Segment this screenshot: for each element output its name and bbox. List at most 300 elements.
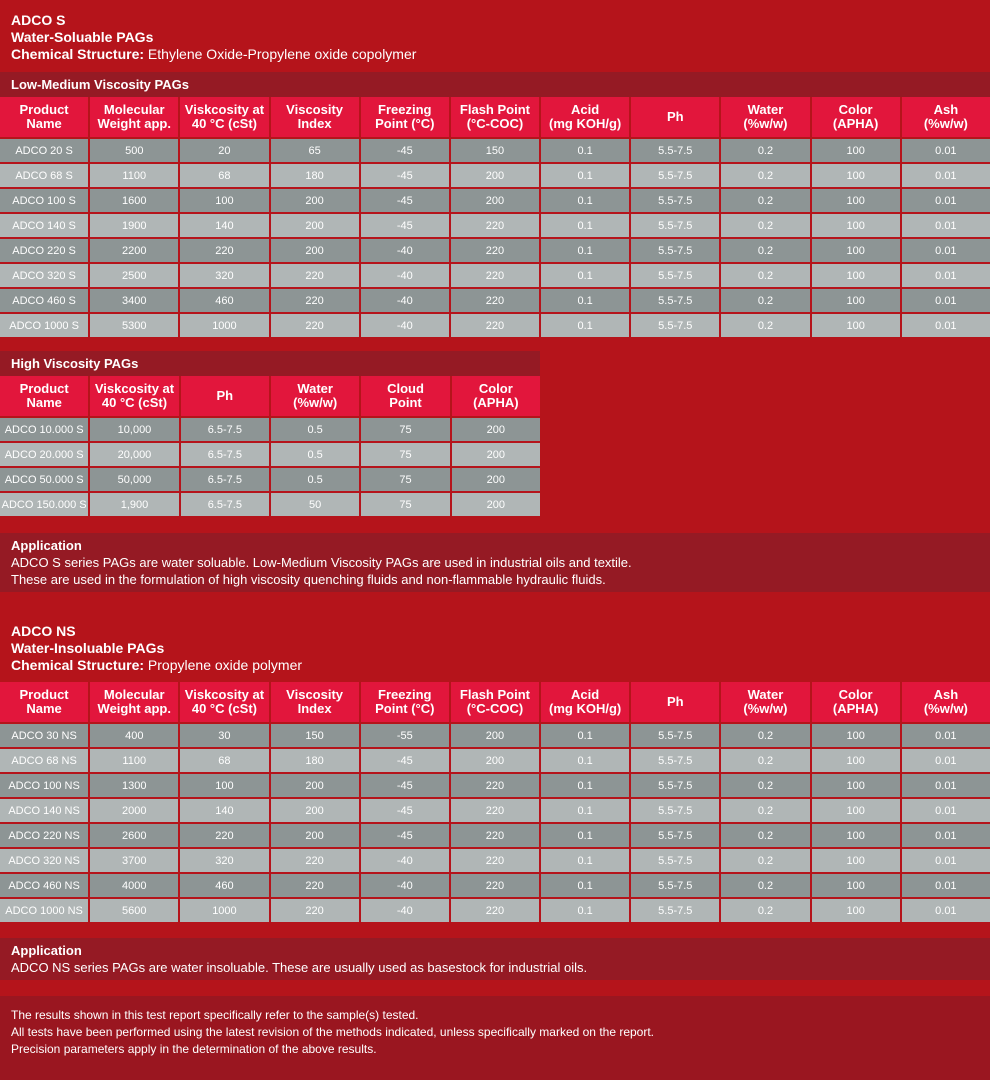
column-header-line: Water [747,102,784,117]
table-cell: 0.1 [541,289,629,312]
table-cell: 220 [451,214,539,237]
table-cell: 0.2 [721,289,809,312]
table-cell: ADCO 68 S [0,164,88,187]
table-cell: 5.5-7.5 [631,289,719,312]
column-header-line: Molecular [103,102,165,117]
table-cell: 0.1 [541,214,629,237]
table-row [0,899,990,922]
column-header-line: (mg KOH/g) [549,701,622,716]
column-header [180,682,268,722]
column-header-line: Viscosity [286,102,344,117]
table-cell: 140 [180,214,268,237]
table-cell: 0.2 [721,849,809,872]
chem-value: Ethylene Oxide-Propylene oxide copolymer [144,46,417,62]
column-header [812,97,900,137]
column-header [451,682,539,722]
table-cell: 0.01 [902,874,990,897]
high-section-title: High Viscosity PAGs [0,351,540,376]
table-cell: ADCO 50.000 S [0,468,88,491]
column-header-line: Ash [933,102,959,117]
column-header-line: Water [747,687,784,702]
table-cell: ADCO 30 NS [0,724,88,747]
footer-notes [0,996,990,1080]
table-row [0,314,990,337]
column-header-line: Acid [571,687,600,702]
column-header [451,97,539,137]
table-cell: 0.2 [721,314,809,337]
table-cell: 1100 [90,164,178,187]
table-cell: ADCO 320 S [0,264,88,287]
column-header [452,376,540,416]
column-header-line: Product [19,102,69,117]
footer-line-3: Precision parameters apply in the determination of the above results. [11,1042,377,1056]
high-viscosity-table [0,374,542,518]
table-cell: 220 [451,824,539,847]
table-cell: 5.5-7.5 [631,899,719,922]
table-cell: 20 [180,139,268,162]
adco-s-chem-structure [11,46,416,63]
table-cell: 2200 [90,239,178,262]
table-cell: 100 [812,239,900,262]
table-cell: 100 [812,164,900,187]
column-header-line: Color [838,102,873,117]
table-cell: 0.1 [541,164,629,187]
table-cell: 0.01 [902,139,990,162]
table-cell: ADCO 10.000 S [0,418,88,441]
table-row [0,849,990,872]
table-cell: 0.2 [721,239,809,262]
column-header [0,97,88,137]
table-cell: 460 [180,289,268,312]
table-cell: 5.5-7.5 [631,774,719,797]
table-row [0,164,990,187]
column-header-line: Viskcosity at [184,102,265,117]
table-cell: 100 [812,724,900,747]
table-row [0,289,990,312]
column-header-line: 40 °C (cSt) [101,395,168,410]
table-cell: 320 [180,264,268,287]
table-cell: 200 [271,239,359,262]
table-cell: 1300 [90,774,178,797]
adco-s-subtitle: Water-Soluable PAGs [11,29,154,45]
table-cell: 1100 [90,749,178,772]
table-cell: 5.5-7.5 [631,139,719,162]
column-header [361,376,449,416]
table-cell: 0.01 [902,824,990,847]
column-header-line: Molecular [103,687,165,702]
table-cell: -45 [361,774,449,797]
low-medium-section-title: Low-Medium Viscosity PAGs [0,72,990,97]
column-header [271,376,359,416]
table-cell: 200 [452,468,540,491]
table-cell: 5300 [90,314,178,337]
table-cell: 400 [90,724,178,747]
table-cell: 220 [271,849,359,872]
table-cell: 140 [180,799,268,822]
table-cell: 0.2 [721,749,809,772]
table-cell: 220 [451,314,539,337]
table-cell: 10,000 [90,418,178,441]
table-row [0,874,990,897]
column-header-line: (°C-COC) [466,116,524,131]
table-cell: 5.5-7.5 [631,189,719,212]
table-cell: 0.2 [721,264,809,287]
column-header-line: 40 °C (cSt) [191,116,258,131]
table-cell: 5.5-7.5 [631,824,719,847]
table-cell: -40 [361,874,449,897]
column-header-line: Flash Point [459,102,530,117]
column-header [721,97,809,137]
table-row [0,239,990,262]
table-cell: 220 [451,774,539,797]
table-cell: 1,900 [90,493,178,516]
table-cell: 220 [451,239,539,262]
column-header-line: Freezing [378,102,432,117]
column-header [90,376,178,416]
column-header [0,682,88,722]
table-cell: ADCO 220 S [0,239,88,262]
table-cell: -40 [361,264,449,287]
adco-ns-subtitle: Water-Insoluable PAGs [11,640,165,656]
table-cell: 200 [271,824,359,847]
table-cell: 0.2 [721,189,809,212]
table-cell: 0.1 [541,874,629,897]
adco-ns-chem-structure [11,657,302,674]
table-cell: 0.1 [541,264,629,287]
table-cell: -40 [361,239,449,262]
table-cell: 0.1 [541,774,629,797]
table-cell: 0.1 [541,849,629,872]
table-cell: 1600 [90,189,178,212]
column-header [271,97,359,137]
table-cell: 220 [180,824,268,847]
column-header-line: Ph [666,109,684,124]
table-cell: ADCO 150.000 S [0,493,88,516]
table-row [0,799,990,822]
table-cell: 5.5-7.5 [631,874,719,897]
table-cell: 200 [271,774,359,797]
table-cell: 0.01 [902,239,990,262]
column-header-line: Color [838,687,873,702]
column-header [541,682,629,722]
table-cell: 100 [812,314,900,337]
table-cell: 100 [812,899,900,922]
adco-ns-header [0,623,302,674]
table-cell: 1900 [90,214,178,237]
adco-ns-title: ADCO NS [11,623,76,639]
column-header-line: (%w/w) [293,395,338,410]
table-cell: 2600 [90,824,178,847]
table-cell: 0.1 [541,749,629,772]
table-cell: 100 [812,139,900,162]
table-cell: ADCO 140 NS [0,799,88,822]
table-cell: 0.5 [271,443,359,466]
table-cell: 0.5 [271,418,359,441]
low-header-row [0,97,990,137]
table-cell: 5.5-7.5 [631,849,719,872]
table-cell: 0.2 [721,139,809,162]
column-header-line: (°C-COC) [466,701,524,716]
column-header [90,682,178,722]
table-cell: -40 [361,899,449,922]
table-cell: 200 [271,214,359,237]
table-cell: 200 [451,749,539,772]
column-header-line: Point (°C) [375,116,435,131]
table-cell: 100 [812,214,900,237]
column-header [902,682,990,722]
table-cell: 0.01 [902,164,990,187]
application-text-2: These are used in the formulation of high viscosity quenching fluids and non-flammable hydraulic fluids. [11,572,606,587]
table-cell: 220 [271,314,359,337]
table-cell: 5.5-7.5 [631,164,719,187]
table-row [0,264,990,287]
table-cell: 50 [271,493,359,516]
table-cell: -45 [361,799,449,822]
table-row [0,418,540,441]
table-cell: 3700 [90,849,178,872]
table-cell: 1000 [180,314,268,337]
table-row [0,724,990,747]
table-cell: -40 [361,289,449,312]
table-cell: -45 [361,824,449,847]
table-cell: 320 [180,849,268,872]
table-cell: 0.2 [721,799,809,822]
table-cell: 220 [180,239,268,262]
table-cell: 5.5-7.5 [631,724,719,747]
low-medium-viscosity-table [0,95,990,339]
column-header-line: Ash [933,687,959,702]
table-cell: 200 [452,493,540,516]
table-cell: 200 [451,164,539,187]
table-cell: 75 [361,493,449,516]
table-cell: ADCO 20.000 S [0,443,88,466]
adco-ns-application [0,938,990,980]
table-cell: 65 [271,139,359,162]
column-header [361,682,449,722]
table-row [0,468,540,491]
table-cell: -55 [361,724,449,747]
table-cell: 220 [451,289,539,312]
table-cell: 0.1 [541,239,629,262]
table-cell: ADCO 460 NS [0,874,88,897]
table-cell: ADCO 20 S [0,139,88,162]
table-cell: ADCO 100 S [0,189,88,212]
column-header-line: Index [297,701,332,716]
column-header-line: 40 °C (cSt) [191,701,258,716]
table-cell: -40 [361,314,449,337]
table-cell: 6.5-7.5 [181,418,269,441]
table-cell: 100 [812,874,900,897]
column-header-line: Point (°C) [375,701,435,716]
table-cell: -45 [361,164,449,187]
table-cell: ADCO 320 NS [0,849,88,872]
table-cell: ADCO 1000 S [0,314,88,337]
table-row [0,824,990,847]
column-header-line: Product [19,381,69,396]
adco-s-title: ADCO S [11,12,66,28]
table-cell: 0.1 [541,799,629,822]
column-header-line: Name [26,395,62,410]
table-cell: 0.01 [902,724,990,747]
table-cell: 100 [812,774,900,797]
application-text-1: ADCO NS series PAGs are water insoluable. These are usually used as basestock for industrial oils. [11,960,588,975]
column-header [361,97,449,137]
table-cell: 220 [451,264,539,287]
column-header-line: Acid [571,102,600,117]
column-header-line: (APHA) [832,116,879,131]
column-header [180,97,268,137]
application-title: Application [11,538,82,553]
table-cell: 5.5-7.5 [631,799,719,822]
table-cell: 2000 [90,799,178,822]
table-cell: 6.5-7.5 [181,443,269,466]
column-header-line: (%w/w) [923,701,968,716]
table-row [0,189,990,212]
column-header-line: Color [478,381,513,396]
column-header [631,682,719,722]
table-cell: 0.01 [902,849,990,872]
table-cell: 220 [451,874,539,897]
table-cell: 50,000 [90,468,178,491]
table-cell: 0.1 [541,724,629,747]
table-cell: 1000 [180,899,268,922]
table-row [0,774,990,797]
table-cell: 75 [361,443,449,466]
table-cell: 68 [180,164,268,187]
column-header-line: Viskcosity at [184,687,265,702]
table-cell: 6.5-7.5 [181,493,269,516]
table-cell: 0.2 [721,774,809,797]
column-header [181,376,269,416]
table-row [0,443,540,466]
column-header-line: (mg KOH/g) [549,116,622,131]
column-header [541,97,629,137]
table-cell: 200 [452,418,540,441]
table-cell: ADCO 460 S [0,289,88,312]
column-header-line: Product [19,687,69,702]
column-header [271,682,359,722]
table-cell: 3400 [90,289,178,312]
table-cell: 0.1 [541,189,629,212]
column-header-line: Point [389,395,422,410]
column-header [90,97,178,137]
table-cell: 0.1 [541,899,629,922]
column-header [0,376,88,416]
table-cell: 0.1 [541,139,629,162]
table-row [0,493,540,516]
table-cell: 75 [361,418,449,441]
table-cell: 5.5-7.5 [631,214,719,237]
table-cell: 0.01 [902,799,990,822]
table-cell: 180 [271,749,359,772]
table-cell: 20,000 [90,443,178,466]
table-cell: ADCO 68 NS [0,749,88,772]
table-cell: 220 [271,899,359,922]
table-cell: 220 [271,264,359,287]
adco-s-application [0,533,990,592]
table-cell: ADCO 220 NS [0,824,88,847]
table-cell: 220 [451,799,539,822]
table-cell: 100 [180,189,268,212]
table-cell: 68 [180,749,268,772]
column-header [902,97,990,137]
table-cell: 220 [451,899,539,922]
table-cell: 0.2 [721,874,809,897]
application-text-1: ADCO S series PAGs are water soluable. Low-Medium Viscosity PAGs are used in industrial oils and textile. [11,555,632,570]
column-header-line: Name [26,116,62,131]
adco-s-header [0,12,416,63]
table-cell: 100 [812,824,900,847]
table-cell: 220 [271,289,359,312]
column-header-line: Weight app. [97,701,171,716]
column-header-line: Weight app. [97,116,171,131]
table-cell: 0.2 [721,214,809,237]
table-cell: 4000 [90,874,178,897]
adco-ns-table [0,680,990,924]
column-header-line: Viscosity [286,687,344,702]
chem-label: Chemical Structure: [11,657,145,673]
table-cell: 0.01 [902,899,990,922]
table-cell: 2500 [90,264,178,287]
column-header-line: Viskcosity at [94,381,175,396]
table-cell: -45 [361,749,449,772]
column-header-line: (APHA) [832,701,879,716]
table-cell: 0.01 [902,749,990,772]
table-cell: 0.2 [721,824,809,847]
table-cell: 6.5-7.5 [181,468,269,491]
table-cell: ADCO 140 S [0,214,88,237]
table-cell: 0.5 [271,468,359,491]
table-cell: 220 [451,849,539,872]
column-header-line: Ph [666,694,684,709]
table-row [0,214,990,237]
chem-value: Propylene oxide polymer [144,657,303,673]
table-cell: 100 [180,774,268,797]
table-cell: 200 [451,724,539,747]
table-cell: 0.01 [902,189,990,212]
high-header-row [0,376,540,416]
footer-line-2: All tests have been performed using the latest revision of the methods indicated, unless specifically marked on the report. [11,1025,655,1039]
table-cell: 100 [812,849,900,872]
footer-line-1: The results shown in this test report specifically refer to the sample(s) tested. [11,1008,419,1022]
table-cell: 0.1 [541,314,629,337]
chem-label: Chemical Structure: [11,46,145,62]
column-header-line: (%w/w) [743,116,788,131]
table-cell: -45 [361,139,449,162]
ns-header-row [0,682,990,722]
table-cell: 0.2 [721,724,809,747]
column-header-line: Index [297,116,332,131]
table-row [0,749,990,772]
table-cell: 5.5-7.5 [631,264,719,287]
column-header-line: Cloud [387,381,424,396]
table-cell: 5.5-7.5 [631,314,719,337]
table-cell: -45 [361,189,449,212]
table-cell: 5.5-7.5 [631,749,719,772]
table-cell: 500 [90,139,178,162]
table-cell: 180 [271,164,359,187]
table-cell: 0.1 [541,824,629,847]
table-cell: 200 [451,189,539,212]
table-cell: 200 [271,189,359,212]
table-cell: 0.01 [902,289,990,312]
column-header-line: Water [297,381,333,396]
table-cell: ADCO 100 NS [0,774,88,797]
column-header-line: (APHA) [473,395,519,410]
table-cell: 100 [812,289,900,312]
column-header [721,682,809,722]
table-cell: 0.01 [902,264,990,287]
